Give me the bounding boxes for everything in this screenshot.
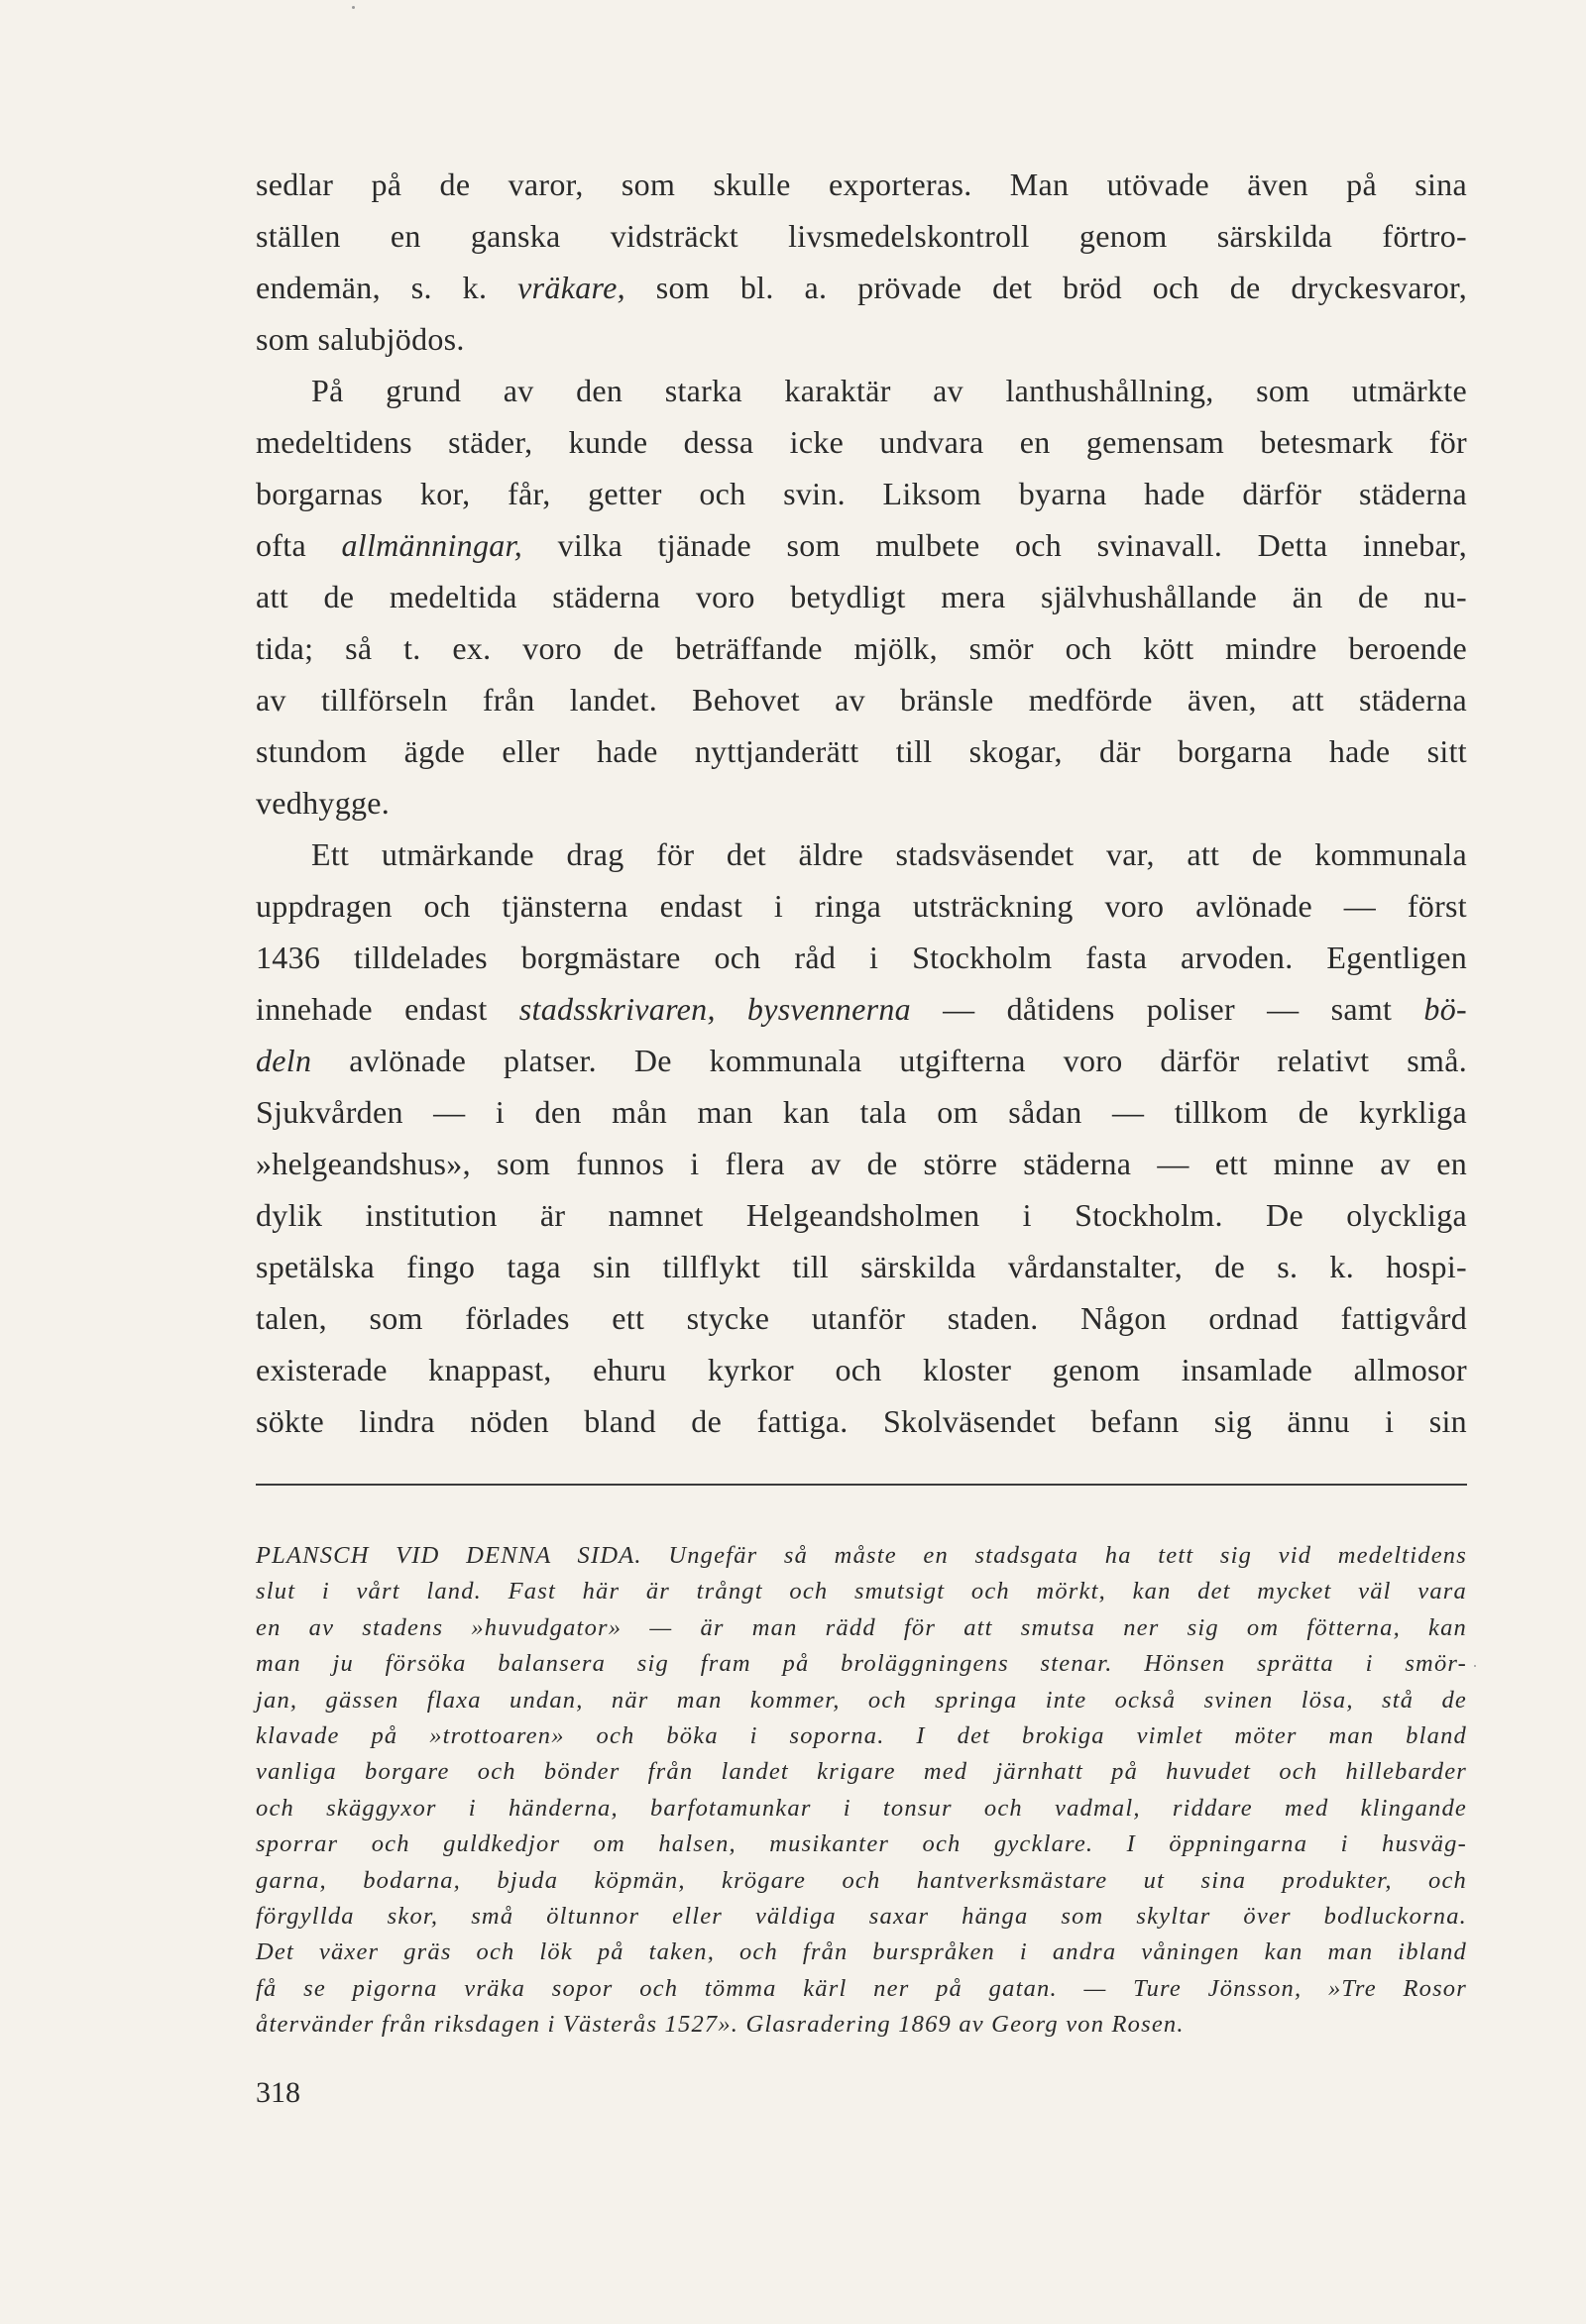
paper-speck: [1474, 1665, 1476, 1667]
body-line: stundom ägde eller hade nyttjanderätt till skogar, där borgarna hade sitt: [256, 733, 1467, 769]
caption-line: få se pigorna vräka sopor och tömma kärl ner på gatan. — Ture Jönsson, »Tre Rosor: [256, 1974, 1467, 2002]
caption-line: vanliga borgare och bönder från landet krigare med järnhatt på huvudet och hillebarder: [256, 1758, 1467, 1786]
body-line: borgarnas kor, får, getter och svin. Liksom byarna hade därför städerna: [256, 476, 1467, 511]
body-line: av tillförseln från landet. Behovet av bränsle medförde även, att städerna: [256, 682, 1467, 718]
body-line: sökte lindra nöden bland de fattiga. Skolväsendet befann sig ännu i sin: [256, 1403, 1467, 1439]
paper-speck: [352, 6, 355, 9]
caption-line: förgyllda skor, små öltunnor eller väldiga saxar hänga som skyltar över bodluckorna.: [256, 1902, 1467, 1930]
caption-line: Det växer gräs och lök på taken, och från burspråken i andra våningen kan man ibland: [256, 1938, 1467, 1966]
caption-line: jan, gässen flaxa undan, när man kommer, och springa inte också svinen lösa, stå de: [256, 1686, 1467, 1714]
caption-line: klavade på »trottoaren» och böka i soporna. I det brokiga vimlet möter man bland: [256, 1721, 1467, 1749]
body-line: deln avlönade platser. De kommunala utgifterna voro därför relativt små.: [256, 1043, 1467, 1078]
body-line: »helgeandshus», som funnos i flera av de större städerna — ett minne av en: [256, 1146, 1467, 1181]
caption-line: slut i vårt land. Fast här är trångt och smutsigt och mörkt, kan det mycket väl vara: [256, 1578, 1467, 1605]
body-line: innehade endast stadsskrivaren, bysvennerna — dåtidens poliser — samt bö-: [256, 991, 1467, 1027]
body-line: vedhygge.: [256, 785, 391, 821]
body-line: existerade knappast, ehuru kyrkor och kloster genom insamlade allmosor: [256, 1352, 1467, 1387]
body-line: På grund av den starka karaktär av lanthushållning, som utmärkte: [311, 373, 1467, 408]
body-line: uppdragen och tjänsterna endast i ringa utsträckning voro avlönade — först: [256, 888, 1467, 924]
page-number: 318: [256, 2076, 300, 2109]
body-line: endemän, s. k. vräkare, som bl. a. prövade det bröd och de dryckesvaror,: [256, 270, 1468, 305]
body-line: dylik institution är namnet Helgeandsholmen i Stockholm. De olyckliga: [256, 1197, 1467, 1233]
body-line: tida; så t. ex. voro de beträffande mjölk, smör och kött mindre beroende: [256, 630, 1467, 666]
body-line: ställen en ganska vidsträckt livsmedelskontroll genom särskilda förtro-: [256, 218, 1467, 254]
body-line: Sjukvården — i den mån man kan tala om sådan — tillkom de kyrkliga: [256, 1094, 1467, 1130]
body-line: Ett utmärkande drag för det äldre stadsväsendet var, att de kommunala: [311, 836, 1467, 872]
body-text: [256, 159, 1467, 1447]
body-line: 1436 tilldelades borgmästare och råd i Stockholm fasta arvoden. Egentligen: [256, 940, 1467, 975]
caption-line: återvänder från riksdagen i Västerås 1527». Glasradering 1869 av Georg von Rosen.: [256, 2011, 1185, 2039]
body-line: ofta allmänningar, vilka tjänade som mulbete och svinavall. Detta innebar,: [256, 527, 1468, 563]
caption-line: garna, bodarna, bjuda köpmän, krögare och hantverksmästare ut sina produkter, och: [256, 1866, 1467, 1894]
body-line: medeltidens städer, kunde dessa icke undvara en gemensam betesmark för: [256, 424, 1467, 460]
caption-line: man ju försöka balansera sig fram på broläggningens stenar. Hönsen sprätta i smör-: [256, 1650, 1467, 1678]
plate-caption: [256, 1538, 1467, 2043]
body-line: som salubjödos.: [256, 321, 465, 357]
body-line: talen, som förlades ett stycke utanför staden. Någon ordnad fattigvård: [256, 1300, 1467, 1336]
body-line: spetälska fingo taga sin tillflykt till särskilda vårdanstalter, de s. k. hospi-: [256, 1249, 1467, 1284]
body-line: att de medeltida städerna voro betydligt mera självhushållande än de nu-: [256, 579, 1467, 614]
caption-line: och skäggyxor i händerna, barfotamunkar i tonsur och vadmal, riddare med klingande: [256, 1794, 1467, 1822]
caption-line: sporrar och guldkedjor om halsen, musikanter och gycklare. I öppningarna i husväg-: [256, 1830, 1467, 1858]
caption-line: en av stadens »huvudgator» — är man rädd för att smutsa ner sig om fötterna, kan: [256, 1613, 1467, 1641]
caption-divider: [256, 1484, 1467, 1486]
body-line: sedlar på de varor, som skulle exporteras. Man utövade även på sina: [256, 166, 1467, 202]
caption-line: PLANSCH VID DENNA SIDA. Ungefär så måste en stadsgata ha tett sig vid medeltidens: [256, 1542, 1467, 1569]
